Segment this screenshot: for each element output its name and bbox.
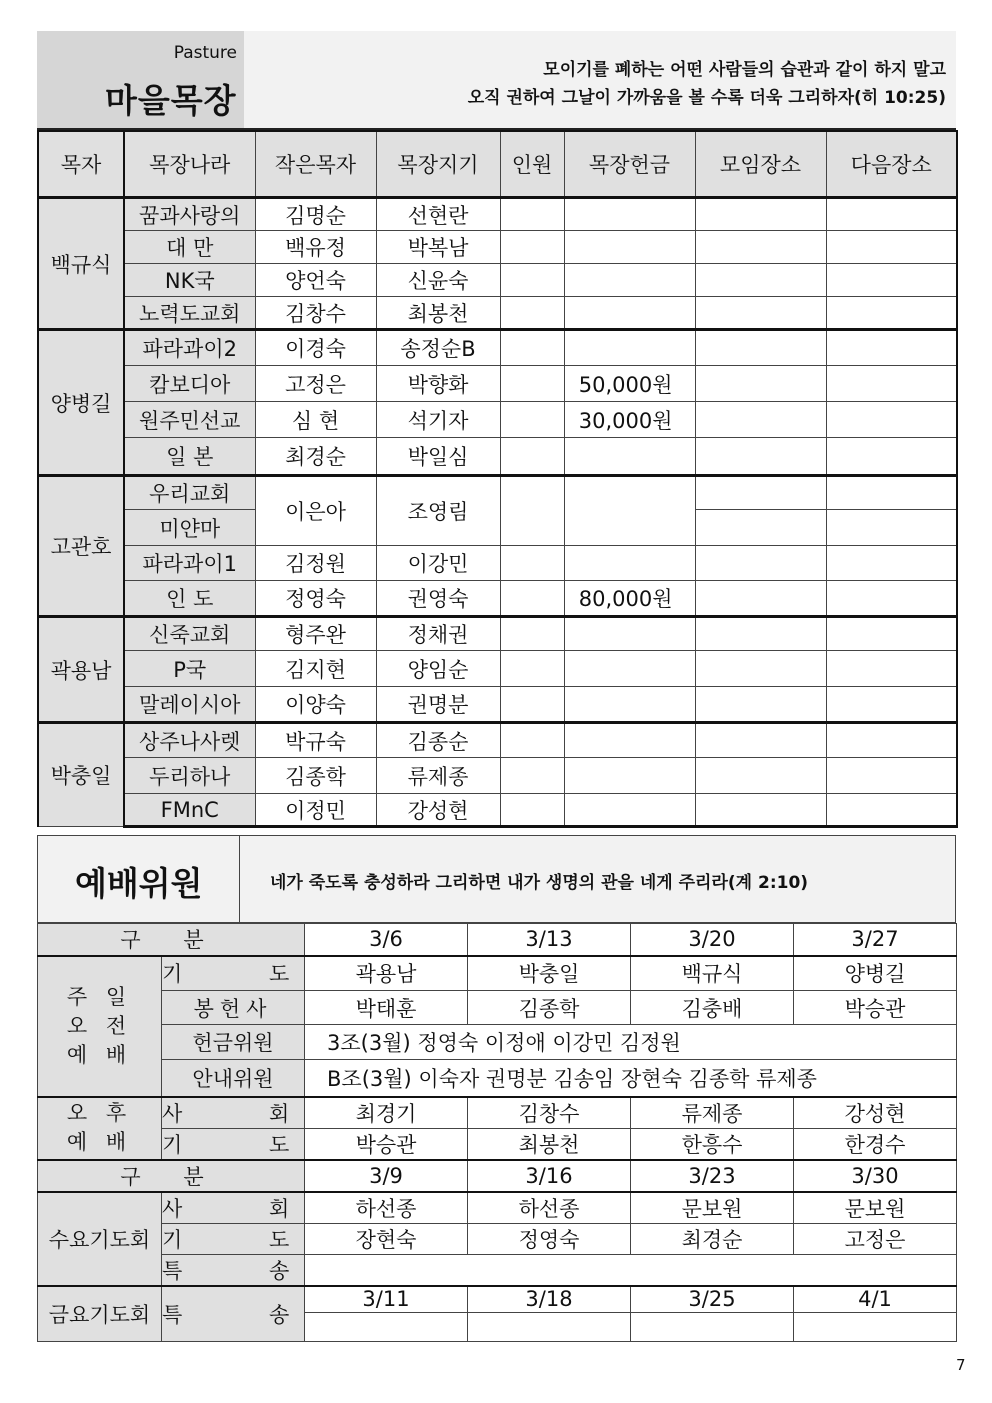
place-cell	[695, 581, 826, 617]
keeper-cell: 류제종	[376, 758, 500, 794]
keeper-cell: 권영숙	[376, 581, 500, 617]
afternoon-label: 오 후 예 배	[38, 1097, 162, 1160]
pastor-name: 양병길	[38, 330, 124, 476]
count-cell	[500, 198, 564, 231]
table-row	[38, 617, 957, 651]
keeper-cell: 송정순B	[376, 330, 500, 366]
count-cell	[500, 581, 564, 617]
special-song-label: 특 송	[162, 1286, 305, 1342]
offering-committee-value: 3조(3월) 정영숙 이정애 이강민 김정원	[305, 1025, 957, 1060]
offering-cell	[564, 687, 695, 723]
table-row	[38, 956, 957, 991]
offering-cell: 80,000원	[564, 581, 695, 617]
col-header: 작은목자	[255, 131, 376, 198]
header-subtitle: Pasture	[173, 43, 237, 63]
place-cell	[695, 330, 826, 366]
date-cell: 3/16	[468, 1160, 631, 1192]
small-leader-cell: 형주완	[255, 617, 376, 651]
next-place-cell	[826, 723, 957, 758]
next-place-cell	[826, 402, 957, 438]
guide-committee-label: 안내위원	[162, 1060, 305, 1097]
date-cell: 3/27	[794, 924, 957, 956]
small-leader-cell: 박규숙	[255, 723, 376, 758]
name-cell: 장현숙	[305, 1223, 468, 1254]
name-cell: 김창수	[468, 1097, 631, 1129]
name-cell: 곽용남	[305, 956, 468, 991]
prayer-label: 기 도	[162, 1128, 305, 1160]
next-place-cell	[826, 366, 957, 402]
col-header: 모임장소	[695, 131, 826, 198]
next-place-cell	[826, 617, 957, 651]
table-row	[38, 581, 957, 617]
offering-cell	[564, 794, 695, 827]
name-cell: 최봉천	[468, 1128, 631, 1160]
next-place-cell	[826, 651, 957, 687]
next-place-cell	[826, 581, 957, 617]
offering-cell	[564, 723, 695, 758]
prayer-label: 기 도	[162, 956, 305, 991]
prayer-label: 기 도	[162, 1223, 305, 1254]
division-label: 구 분	[38, 924, 305, 956]
table-row	[38, 546, 957, 581]
keeper-cell: 석기자	[376, 402, 500, 438]
table-row	[38, 1286, 957, 1313]
next-place-cell	[826, 476, 957, 510]
place-cell	[695, 402, 826, 438]
keeper-cell: 선현란	[376, 198, 500, 231]
date-cell: 3/6	[305, 924, 468, 956]
next-place-cell	[826, 198, 957, 231]
page-number: 7	[956, 1356, 966, 1374]
keeper-cell: 박일심	[376, 438, 500, 476]
pastor-name: 박충일	[38, 723, 124, 827]
place-cell	[695, 510, 826, 546]
offering-cell	[564, 758, 695, 794]
next-place-cell	[826, 687, 957, 723]
date-cell: 4/1	[794, 1286, 957, 1313]
place-cell	[695, 198, 826, 231]
table-row	[38, 264, 957, 297]
nation-cell: 말레이시아	[124, 687, 255, 723]
count-cell	[500, 438, 564, 476]
offering-committee-label: 헌금위원	[162, 1025, 305, 1060]
offering-cell	[564, 438, 695, 476]
table-row	[38, 1097, 957, 1129]
pastor-name: 고관호	[38, 476, 124, 617]
table-row	[38, 687, 957, 723]
table-row	[38, 476, 957, 510]
table-row	[38, 924, 957, 956]
date-cell: 3/13	[468, 924, 631, 956]
name-cell: 한경수	[794, 1128, 957, 1160]
date-cell: 3/11	[305, 1286, 468, 1313]
keeper-cell: 강성현	[376, 794, 500, 827]
next-place-cell	[826, 330, 957, 366]
sunday-morning-label: 주 일 오 전 예 배	[38, 956, 162, 1097]
keeper-cell: 김종순	[376, 723, 500, 758]
small-leader-cell: 최경순	[255, 438, 376, 476]
name-cell: 하선종	[305, 1192, 468, 1224]
count-cell	[500, 402, 564, 438]
verse-line-1: 모이기를 폐하는 어떤 사람들의 습관과 같이 하지 말고	[543, 60, 946, 80]
small-leader-cell: 고정은	[255, 366, 376, 402]
place-cell	[695, 476, 826, 510]
offering-cell	[564, 231, 695, 264]
date-cell: 3/9	[305, 1160, 468, 1192]
small-leader-cell: 이경숙	[255, 330, 376, 366]
name-cell: 정영숙	[468, 1223, 631, 1254]
place-cell	[695, 231, 826, 264]
name-cell: 최경순	[631, 1223, 794, 1254]
place-cell	[695, 723, 826, 758]
place-cell	[695, 617, 826, 651]
table-row	[38, 1025, 957, 1060]
offering-cell	[564, 617, 695, 651]
next-place-cell	[826, 794, 957, 827]
place-cell	[695, 297, 826, 330]
place-cell	[695, 438, 826, 476]
name-cell	[631, 1313, 794, 1342]
nation-cell: 꿈과사랑의	[124, 198, 255, 231]
nation-cell: 우리교회	[124, 476, 255, 510]
date-cell: 3/25	[631, 1286, 794, 1313]
nation-cell: 대 만	[124, 231, 255, 264]
nation-cell: FMnC	[124, 794, 255, 827]
date-cell: 3/18	[468, 1286, 631, 1313]
name-cell: 문보원	[794, 1192, 957, 1224]
count-cell	[500, 297, 564, 330]
friday-label: 금요기도회	[38, 1286, 162, 1342]
count-cell	[500, 723, 564, 758]
nation-cell: NK국	[124, 264, 255, 297]
offering-cell	[564, 651, 695, 687]
table-row	[38, 198, 957, 231]
name-cell: 최경기	[305, 1097, 468, 1129]
worship-title: 예배위원	[75, 864, 203, 903]
nation-cell: 원주민선교	[124, 402, 255, 438]
next-place-cell	[826, 758, 957, 794]
nation-cell: 인 도	[124, 581, 255, 617]
col-header: 목장나라	[124, 131, 255, 198]
keeper-cell: 박복남	[376, 231, 500, 264]
table-row	[38, 651, 957, 687]
offering-cell	[564, 330, 695, 366]
host-label: 사 회	[162, 1192, 305, 1224]
count-cell	[500, 366, 564, 402]
small-leader-cell: 김명순	[255, 198, 376, 231]
place-cell	[695, 794, 826, 827]
small-leader-cell: 김종학	[255, 758, 376, 794]
table-row	[38, 1254, 957, 1286]
nation-cell: 파라과이2	[124, 330, 255, 366]
place-cell	[695, 366, 826, 402]
name-cell: 한흥수	[631, 1128, 794, 1160]
name-cell: 백규식	[631, 956, 794, 991]
nation-cell: 파라과이1	[124, 546, 255, 581]
header-title-box	[37, 31, 244, 129]
small-leader-cell: 이양숙	[255, 687, 376, 723]
table-row	[38, 758, 957, 794]
nation-cell: 노력도교회	[124, 297, 255, 330]
pastor-name: 백규식	[38, 198, 124, 330]
name-cell: 문보원	[631, 1192, 794, 1224]
table-row	[38, 723, 957, 758]
table-row	[38, 991, 957, 1025]
verse-line-2: 오직 권하여 그날이 가까움을 볼 수록 더욱 그리하자(히 10:25)	[467, 88, 946, 108]
table-row	[38, 1060, 957, 1097]
name-cell: 강성현	[794, 1097, 957, 1129]
count-cell	[500, 758, 564, 794]
count-cell	[500, 231, 564, 264]
host-label: 사 회	[162, 1097, 305, 1129]
small-leader-cell: 이은아	[255, 476, 376, 546]
worship-table	[37, 923, 957, 1342]
keeper-cell: 박향화	[376, 366, 500, 402]
pastor-name: 곽용남	[38, 617, 124, 723]
offering-cell	[564, 546, 695, 581]
next-place-cell	[826, 438, 957, 476]
page-title: 마을목장	[105, 81, 237, 120]
count-cell	[500, 651, 564, 687]
offering-cell	[564, 476, 695, 546]
wednesday-label: 수요기도회	[38, 1192, 162, 1286]
small-leader-cell: 김정원	[255, 546, 376, 581]
table-row	[38, 231, 957, 264]
keeper-cell: 양임순	[376, 651, 500, 687]
next-place-cell	[826, 264, 957, 297]
keeper-cell: 권명분	[376, 687, 500, 723]
date-cell: 3/23	[631, 1160, 794, 1192]
next-place-cell	[826, 510, 957, 546]
place-cell	[695, 758, 826, 794]
special-song-label: 특 송	[162, 1254, 305, 1286]
offering-cell: 30,000원	[564, 402, 695, 438]
keeper-cell: 이강민	[376, 546, 500, 581]
small-leader-cell: 정영숙	[255, 581, 376, 617]
name-cell: 박승관	[794, 991, 957, 1025]
header-verse-box	[244, 31, 956, 129]
name-cell: 박태훈	[305, 991, 468, 1025]
count-cell	[500, 546, 564, 581]
small-leader-cell: 백유정	[255, 231, 376, 264]
name-cell	[468, 1313, 631, 1342]
nation-cell: 신죽교회	[124, 617, 255, 651]
small-leader-cell: 김창수	[255, 297, 376, 330]
next-place-cell	[826, 231, 957, 264]
table-row	[38, 794, 957, 827]
small-leader-cell: 심 현	[255, 402, 376, 438]
date-cell: 3/30	[794, 1160, 957, 1192]
keeper-cell: 최봉천	[376, 297, 500, 330]
table-row	[38, 297, 957, 330]
offering-cell	[564, 297, 695, 330]
table-row	[38, 330, 957, 366]
table-row	[38, 366, 957, 402]
count-cell	[500, 476, 564, 546]
nation-cell: 일 본	[124, 438, 255, 476]
count-cell	[500, 687, 564, 723]
nation-cell: 두리하나	[124, 758, 255, 794]
count-cell	[500, 794, 564, 827]
next-place-cell	[826, 297, 957, 330]
pastor-table	[37, 130, 958, 828]
worship-header-divider	[239, 835, 240, 923]
keeper-cell: 신윤숙	[376, 264, 500, 297]
offerer-label: 봉헌사	[162, 991, 305, 1025]
name-cell: 박충일	[468, 956, 631, 991]
table-row	[38, 402, 957, 438]
count-cell	[500, 330, 564, 366]
special-song-value	[305, 1254, 957, 1286]
nation-cell: P국	[124, 651, 255, 687]
name-cell	[794, 1313, 957, 1342]
col-header: 목장헌금	[564, 131, 695, 198]
table-row	[38, 1128, 957, 1160]
worship-verse: 네가 죽도록 충성하라 그리하면 내가 생명의 관을 네게 주리라(계 2:10)	[270, 873, 809, 893]
nation-cell: 상주나사렛	[124, 723, 255, 758]
name-cell: 김충배	[631, 991, 794, 1025]
offering-cell: 50,000원	[564, 366, 695, 402]
name-cell: 하선종	[468, 1192, 631, 1224]
small-leader-cell: 김지현	[255, 651, 376, 687]
name-cell: 김종학	[468, 991, 631, 1025]
place-cell	[695, 651, 826, 687]
table-row	[38, 1223, 957, 1254]
nation-cell: 캄보디아	[124, 366, 255, 402]
table-row	[38, 438, 957, 476]
name-cell: 류제종	[631, 1097, 794, 1129]
table-row	[38, 1160, 957, 1192]
keeper-cell: 조영림	[376, 476, 500, 546]
col-header: 인원	[500, 131, 564, 198]
place-cell	[695, 264, 826, 297]
col-header: 목자	[38, 131, 124, 198]
name-cell: 박승관	[305, 1128, 468, 1160]
pastor-table-header	[38, 131, 957, 198]
date-cell: 3/20	[631, 924, 794, 956]
small-leader-cell: 양언숙	[255, 264, 376, 297]
offering-cell	[564, 198, 695, 231]
count-cell	[500, 264, 564, 297]
next-place-cell	[826, 546, 957, 581]
place-cell	[695, 687, 826, 723]
nation-cell: 미얀마	[124, 510, 255, 546]
name-cell: 고정은	[794, 1223, 957, 1254]
keeper-cell: 정채권	[376, 617, 500, 651]
count-cell	[500, 617, 564, 651]
table-row	[38, 1192, 957, 1224]
col-header: 다음장소	[826, 131, 957, 198]
place-cell	[695, 546, 826, 581]
guide-committee-value: B조(3월) 이숙자 권명분 김송임 장현숙 김종학 류제종	[305, 1060, 957, 1097]
offering-cell	[564, 264, 695, 297]
name-cell: 양병길	[794, 956, 957, 991]
small-leader-cell: 이정민	[255, 794, 376, 827]
division-label: 구 분	[38, 1160, 305, 1192]
col-header: 목장지기	[376, 131, 500, 198]
